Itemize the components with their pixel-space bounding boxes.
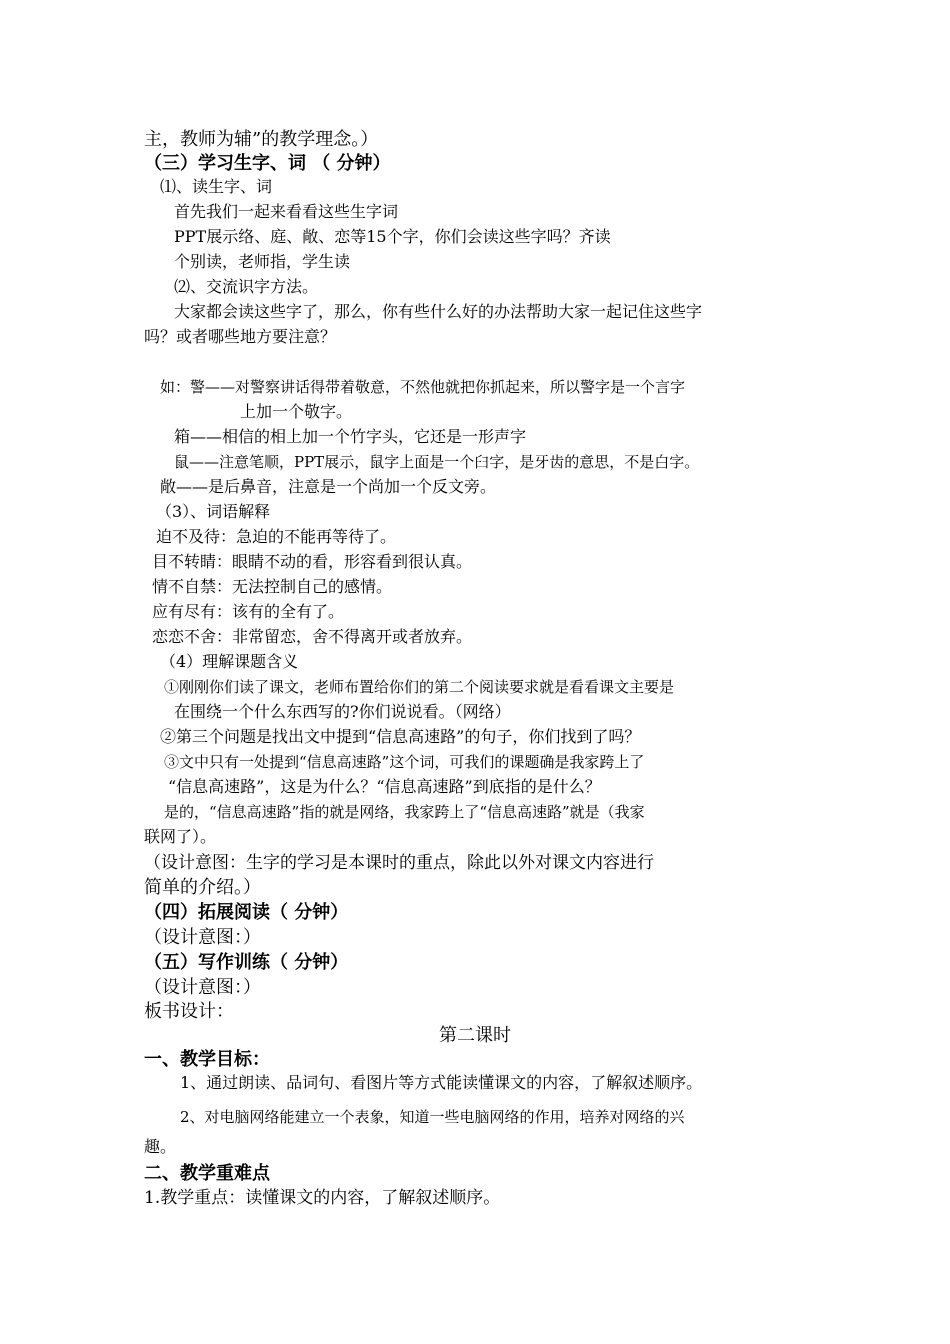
text-line: 个别读，老师指，学生读: [174, 252, 351, 271]
text-line: ⑵、交流识字方法。: [174, 277, 319, 296]
text-line: PPT展示络、庭、敞、恋等15个字，你们会读这些字吗？齐读: [174, 227, 611, 246]
text-line: 恋恋不舍：非常留恋，舍不得离开或者放弃。: [152, 627, 473, 646]
text-line: 鼠——注意笔顺，PPT展示，鼠字上面是一个臼字，是牙齿的意思，不是白字。: [174, 453, 700, 471]
text-line: “信息高速路”，这是为什么？“信息高速路”到底指的是什么？: [168, 777, 601, 796]
design-intent-note: （设计意图：生字的学习是本课时的重点，除此以外对课文内容进行: [144, 853, 654, 873]
text-line: 联网了）。: [144, 827, 217, 846]
text-line: 首先我们一起来看看这些生字词: [174, 202, 399, 221]
text-line: （4）理解课题含义: [160, 652, 299, 671]
text-line: 是的，“信息高速路”指的就是网络，我家跨上了“信息高速路”就是（我家: [164, 803, 645, 821]
text-line: ⑴、读生字、词: [160, 177, 273, 196]
section-heading-5: （五）写作训练（ 分钟）: [144, 952, 349, 973]
text-line: ②第三个问题是找出文中提到“信息高速路”的句子，你们找到了吗？: [160, 727, 641, 746]
text-line: 1、通过朗读、品词句、看图片等方式能读懂课文的内容，了解叙述顺序。: [180, 1073, 703, 1092]
text-line: ①刚刚你们读了课文，老师布置给你们的第二个阅读要求就是看看课文主要是: [164, 678, 675, 696]
design-intent-note: （设计意图：）: [144, 977, 261, 998]
heading-teaching-goals: 一、教学目标：: [144, 1049, 270, 1070]
section-heading-4: （四）拓展阅读（ 分钟）: [144, 902, 349, 923]
text-line: 如：警——对警察讲话得带着敬意，不然他就把你抓起来，所以警字是一个言字: [160, 378, 686, 396]
text-line: 情不自禁：无法控制自己的感情。: [152, 577, 393, 596]
text-line: 应有尽有：该有的全有了。: [152, 602, 345, 621]
section-heading-3: （三）学习生字、词 （ 分钟）: [144, 153, 391, 174]
text-line: 在围绕一个什么东西写的?你们说说看。（网络）: [174, 702, 511, 721]
text-line: 吗？或者哪些地方要注意？: [144, 327, 337, 346]
text-line: ③文中只有一处提到“信息高速路”这个词，可我们的课题确是我家跨上了: [164, 753, 645, 771]
blackboard-design-label: 板书设计：: [144, 1001, 234, 1022]
text-line: 大家都会读这些字了，那么，你有些什么好的办法帮助大家一起记住这些字: [174, 302, 703, 321]
text-line: 主，教师为辅”的教学理念。）: [144, 129, 379, 150]
text-line: 目不转睛：眼睛不动的看，形容看到很认真。: [152, 552, 473, 571]
design-intent-note: （设计意图：）: [144, 927, 261, 948]
text-line: 迫不及待：急迫的不能再等待了。: [156, 527, 397, 546]
text-line: 敞——是后鼻音，注意是一个尚加一个反文旁。: [160, 477, 497, 496]
lesson-title: 第二课时: [439, 1025, 511, 1046]
design-intent-note: 简单的介绍。）: [144, 877, 261, 898]
text-line: 1.教学重点：读懂课文的内容，了解叙述顺序。: [144, 1188, 501, 1208]
text-line: 上加一个敬字。: [240, 402, 353, 421]
text-line: 2、对电脑网络能建立一个表象，知道一些电脑网络的作用，培养对网络的兴: [180, 1108, 685, 1126]
text-line: （3）、词语解释: [156, 502, 271, 521]
text-line: 箱——相信的相上加一个竹字头，它还是一形声字: [174, 427, 527, 446]
text-line: 趣。: [144, 1137, 177, 1156]
heading-key-difficulties: 二、教学重难点: [144, 1163, 270, 1184]
